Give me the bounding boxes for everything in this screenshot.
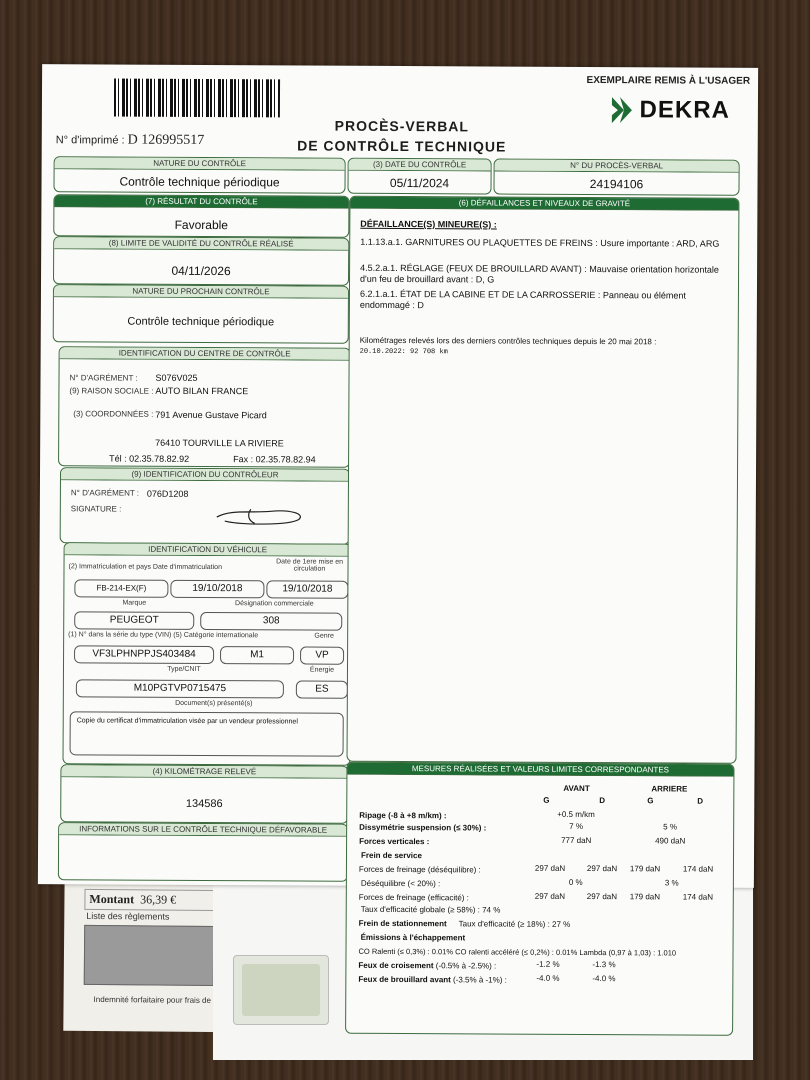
nature-box bbox=[53, 156, 345, 194]
resultat-value: Favorable bbox=[174, 217, 229, 233]
kilometrage-value: 134586 bbox=[185, 797, 223, 811]
validite-value: 04/11/2026 bbox=[171, 263, 231, 279]
defavorable-header: INFORMATIONS SUR LE CONTRÔLE TECHNIQUE DÉFAVORABLE bbox=[59, 823, 347, 837]
fd-ard: 174 daN bbox=[682, 864, 714, 874]
fe-arg: 179 daN bbox=[629, 892, 661, 902]
date-mise-value: 19/10/2018 bbox=[266, 580, 348, 598]
type-label: Type/CNIT bbox=[167, 665, 201, 673]
sticker bbox=[233, 955, 329, 1025]
forces-v-av: 777 daN bbox=[561, 835, 592, 846]
signature-label: SIGNATURE : bbox=[70, 504, 122, 514]
marque-label: Marque bbox=[122, 599, 147, 607]
title-line-1: PROCÈS-VERBAL bbox=[334, 117, 470, 135]
documents-value: Copie du certificat d'immatriculation visée par un vendeur professionnel bbox=[70, 711, 344, 756]
forces-v-ar: 490 daN bbox=[655, 836, 686, 846]
dekra-logo bbox=[609, 95, 729, 126]
croisement-row bbox=[358, 961, 496, 971]
centre-box bbox=[58, 346, 351, 468]
prochain-header: NATURE DU PROCHAIN CONTRÔLE bbox=[54, 285, 348, 299]
desequ-ar: 3 % bbox=[664, 878, 679, 888]
tel-value: 02.35.78.82.92 bbox=[129, 453, 190, 464]
montant-value: 36,39 € bbox=[140, 892, 177, 907]
dissym-label: Dissymétrie suspension (≤ 30%) : bbox=[359, 822, 487, 833]
prochain-value: Contrôle technique périodique bbox=[127, 315, 275, 329]
arriere-header: ARRIERE bbox=[651, 784, 688, 794]
prochain-box bbox=[53, 284, 349, 344]
fd-avg: 297 daN bbox=[534, 863, 566, 873]
mise-label: Date de 1ere mise en circulation bbox=[276, 558, 344, 573]
immat-value: FB-214-EX(F) bbox=[74, 579, 168, 597]
exemplaire-label: EXEMPLAIRE REMIS À L'USAGER bbox=[586, 74, 751, 87]
frein-label: Frein de service bbox=[360, 850, 422, 861]
avant-d-header: D bbox=[599, 796, 606, 806]
tel-label: Tél : bbox=[109, 453, 127, 464]
defect-item-1: 1.1.13.a.1. GARNITURES OU PLAQUETTES DE FREINS : Usure importante : ARD, ARG bbox=[360, 236, 720, 249]
defect-item-2: 4.5.2.a.1. RÉGLAGE (FEUX DE BROUILLARD AVANT) : Mauvaise orientation horizontale d'un feu de brouillard avant : D, G bbox=[360, 262, 719, 285]
liste-reglements: Liste des règlements bbox=[86, 910, 170, 922]
ripage-label: Ripage (-8 à +8 m/km) : bbox=[359, 810, 447, 821]
kilometrage-box bbox=[60, 764, 348, 824]
croisement-g: -1.2 % bbox=[536, 959, 560, 969]
fax-label: Fax : bbox=[233, 454, 254, 465]
croisement-label: Feux de croisement bbox=[358, 960, 434, 971]
fax-row bbox=[233, 454, 316, 464]
desequ-av: 0 % bbox=[568, 877, 583, 887]
centre-header: IDENTIFICATION DU CENTRE DE CONTRÔLE bbox=[60, 347, 350, 361]
fd-avd: 297 daN bbox=[586, 863, 618, 874]
km-history-value: 20.10.2022: 92 708 km bbox=[359, 347, 448, 357]
raison-label: (9) RAISON SOCIALE : bbox=[69, 386, 154, 396]
montant-row bbox=[84, 889, 214, 911]
page-title bbox=[292, 115, 512, 156]
pv-value: 24194106 bbox=[589, 177, 644, 192]
num-imprime-label: N° d'imprimé : bbox=[55, 134, 125, 147]
energie-label: Énergie bbox=[309, 666, 335, 674]
address-line-2: 76410 TOURVILLE LA RIVIERE bbox=[155, 437, 284, 449]
forces-eff-label: Forces de freinage (efficacité) : bbox=[358, 892, 469, 903]
fe-ard: 174 daN bbox=[682, 892, 714, 902]
fe-avd: 297 daN bbox=[586, 891, 618, 902]
controleur-agrement-label: N° D'AGRÉMENT : bbox=[70, 488, 140, 498]
genre-label: Genre bbox=[314, 632, 334, 640]
dissym-ar: 5 % bbox=[663, 822, 677, 832]
ripage-value: +0.5 m/km bbox=[557, 809, 595, 820]
controleur-box bbox=[60, 467, 350, 545]
date-immat-value: 19/10/2018 bbox=[170, 580, 264, 598]
validite-box bbox=[53, 236, 349, 286]
resultat-header: (7) RÉSULTAT DU CONTRÔLE bbox=[54, 195, 348, 209]
date-value: 05/11/2024 bbox=[389, 175, 450, 191]
defaillances-header: (6) DÉFAILLANCES ET NIVEAUX DE GRAVITÉ bbox=[350, 197, 738, 211]
raison-value: AUTO BILAN FRANCE bbox=[155, 385, 249, 397]
montant-label: Montant bbox=[89, 891, 135, 907]
taux-global: Taux d'efficacité globale (≥ 58%) : 74 % bbox=[360, 904, 501, 915]
kilometrage-header: (4) KILOMÉTRAGE RELEVÉ bbox=[61, 765, 347, 778]
num-imprime-value: D 126995517 bbox=[127, 132, 205, 148]
marque-value: PEUGEOT bbox=[74, 611, 194, 630]
croisement-d: -1.3 % bbox=[592, 960, 616, 970]
forces-v-label: Forces verticales : bbox=[359, 836, 430, 847]
designation-value: 308 bbox=[200, 612, 342, 631]
brouillard-g: -4.0 % bbox=[536, 973, 560, 983]
pv-header: N° DU PROCÈS-VERBAL bbox=[495, 160, 739, 173]
brand-name: DEKRA bbox=[639, 96, 730, 124]
validite-header: (8) LIMITE DE VALIDITÉ DU CONTRÔLE RÉALISÉ bbox=[54, 237, 348, 251]
type-value: M10PGTVP0715475 bbox=[76, 679, 284, 698]
km-history-label: Kilométrages relevés lors des derniers contrôles techniques depuis le 20 mai 2018 : bbox=[359, 335, 657, 347]
vehicule-box bbox=[62, 542, 351, 766]
desequ-label: Déséquilibre (< 20%) : bbox=[360, 878, 441, 889]
avant-g-header: G bbox=[543, 795, 550, 805]
dissym-av: 7 % bbox=[569, 821, 583, 831]
coord-label: (3) COORDONNÉES : bbox=[73, 409, 154, 419]
vehicule-header: IDENTIFICATION DU VÉHICULE bbox=[65, 543, 351, 556]
stationnement-label: Frein de stationnement bbox=[358, 918, 447, 929]
brouillard-row bbox=[358, 975, 507, 985]
avant-header: AVANT bbox=[563, 783, 590, 794]
num-imprime bbox=[56, 132, 205, 149]
date-header: (3) DATE DU CONTRÔLE bbox=[349, 159, 491, 172]
genre-value: VP bbox=[300, 646, 344, 664]
date-box bbox=[347, 158, 491, 195]
brouillard-label: Feux de brouillard avant bbox=[358, 974, 451, 985]
mesures-header: MESURES RÉALISÉES ET VALEURS LIMITES CORRESPONDANTES bbox=[347, 763, 733, 777]
energie-value: ES bbox=[296, 680, 348, 698]
pv-box bbox=[493, 158, 739, 195]
dekra-logo-icon bbox=[609, 95, 633, 125]
barcode bbox=[114, 79, 280, 118]
controleur-agrement-value: 076D1208 bbox=[146, 488, 189, 499]
defaillances-heading: DÉFAILLANCE(S) MINEURE(S) : bbox=[360, 218, 497, 230]
brouillard-range: (-3.5% à -1%) : bbox=[453, 975, 507, 985]
nature-header: NATURE DU CONTRÔLE bbox=[55, 157, 345, 171]
forces-desequ-label: Forces de freinage (déséquilibre) : bbox=[358, 864, 481, 875]
fe-avg: 297 daN bbox=[534, 891, 566, 901]
brouillard-d: -4.0 % bbox=[592, 974, 616, 984]
stationnement-value: Taux d'efficacité (≥ 18%) : 27 % bbox=[458, 919, 571, 929]
designation-label: Désignation commerciale bbox=[235, 600, 314, 608]
centre-agrement-value: S076V025 bbox=[155, 372, 198, 383]
tel-row bbox=[109, 453, 189, 463]
fd-arg: 179 daN bbox=[629, 864, 661, 874]
signature-scribble bbox=[211, 503, 311, 528]
defaillances-box bbox=[347, 196, 740, 764]
documents-label: Document(s) présenté(s) bbox=[175, 699, 253, 708]
emissions-label: Émissions à l'échappement bbox=[360, 932, 466, 943]
fax-value: 02.35.78.82.94 bbox=[255, 454, 316, 465]
arriere-g-header: G bbox=[647, 796, 654, 806]
nature-value: Contrôle technique périodique bbox=[119, 174, 280, 190]
centre-agrement-label: N° D'AGRÉMENT : bbox=[69, 373, 138, 383]
resultat-box bbox=[53, 194, 349, 238]
controleur-header: (9) IDENTIFICATION DU CONTRÔLEUR bbox=[61, 468, 349, 482]
gray-area bbox=[84, 925, 215, 986]
address-line-1: 791 Avenue Gustave Picard bbox=[155, 409, 267, 421]
immat-label: (2) Immatriculation et pays Date d'immatriculation bbox=[68, 563, 222, 572]
vin-value: VF3LPHNPPJS403484 bbox=[74, 645, 214, 664]
vin-label: (1) N° dans la série du type (VIN) (5) Catégorie internationale bbox=[68, 631, 259, 640]
defavorable-box bbox=[58, 822, 348, 882]
defect-item-3: 6.2.1.a.1. ÉTAT DE LA CABINE ET DE LA CARROSSERIE : Panneau ou élément endommagé : D bbox=[359, 288, 686, 311]
emissions-value: CO Ralenti (≤ 0,3%) : 0.01% CO ralenti accéléré (≤ 0,2%) : 0.01% Lambda (0,97 à 1,03) : 1.010 bbox=[358, 946, 677, 958]
indemnite-text: Indemnité forfaitaire pour frais de bbox=[93, 994, 212, 1005]
croisement-range: (-0.5% à -2.5%) : bbox=[435, 961, 497, 971]
arriere-d-header: D bbox=[697, 796, 704, 806]
title-line-2: DE CONTRÔLE TECHNIQUE bbox=[297, 137, 507, 155]
mesures-box bbox=[345, 762, 734, 1036]
categorie-value: M1 bbox=[220, 646, 294, 664]
